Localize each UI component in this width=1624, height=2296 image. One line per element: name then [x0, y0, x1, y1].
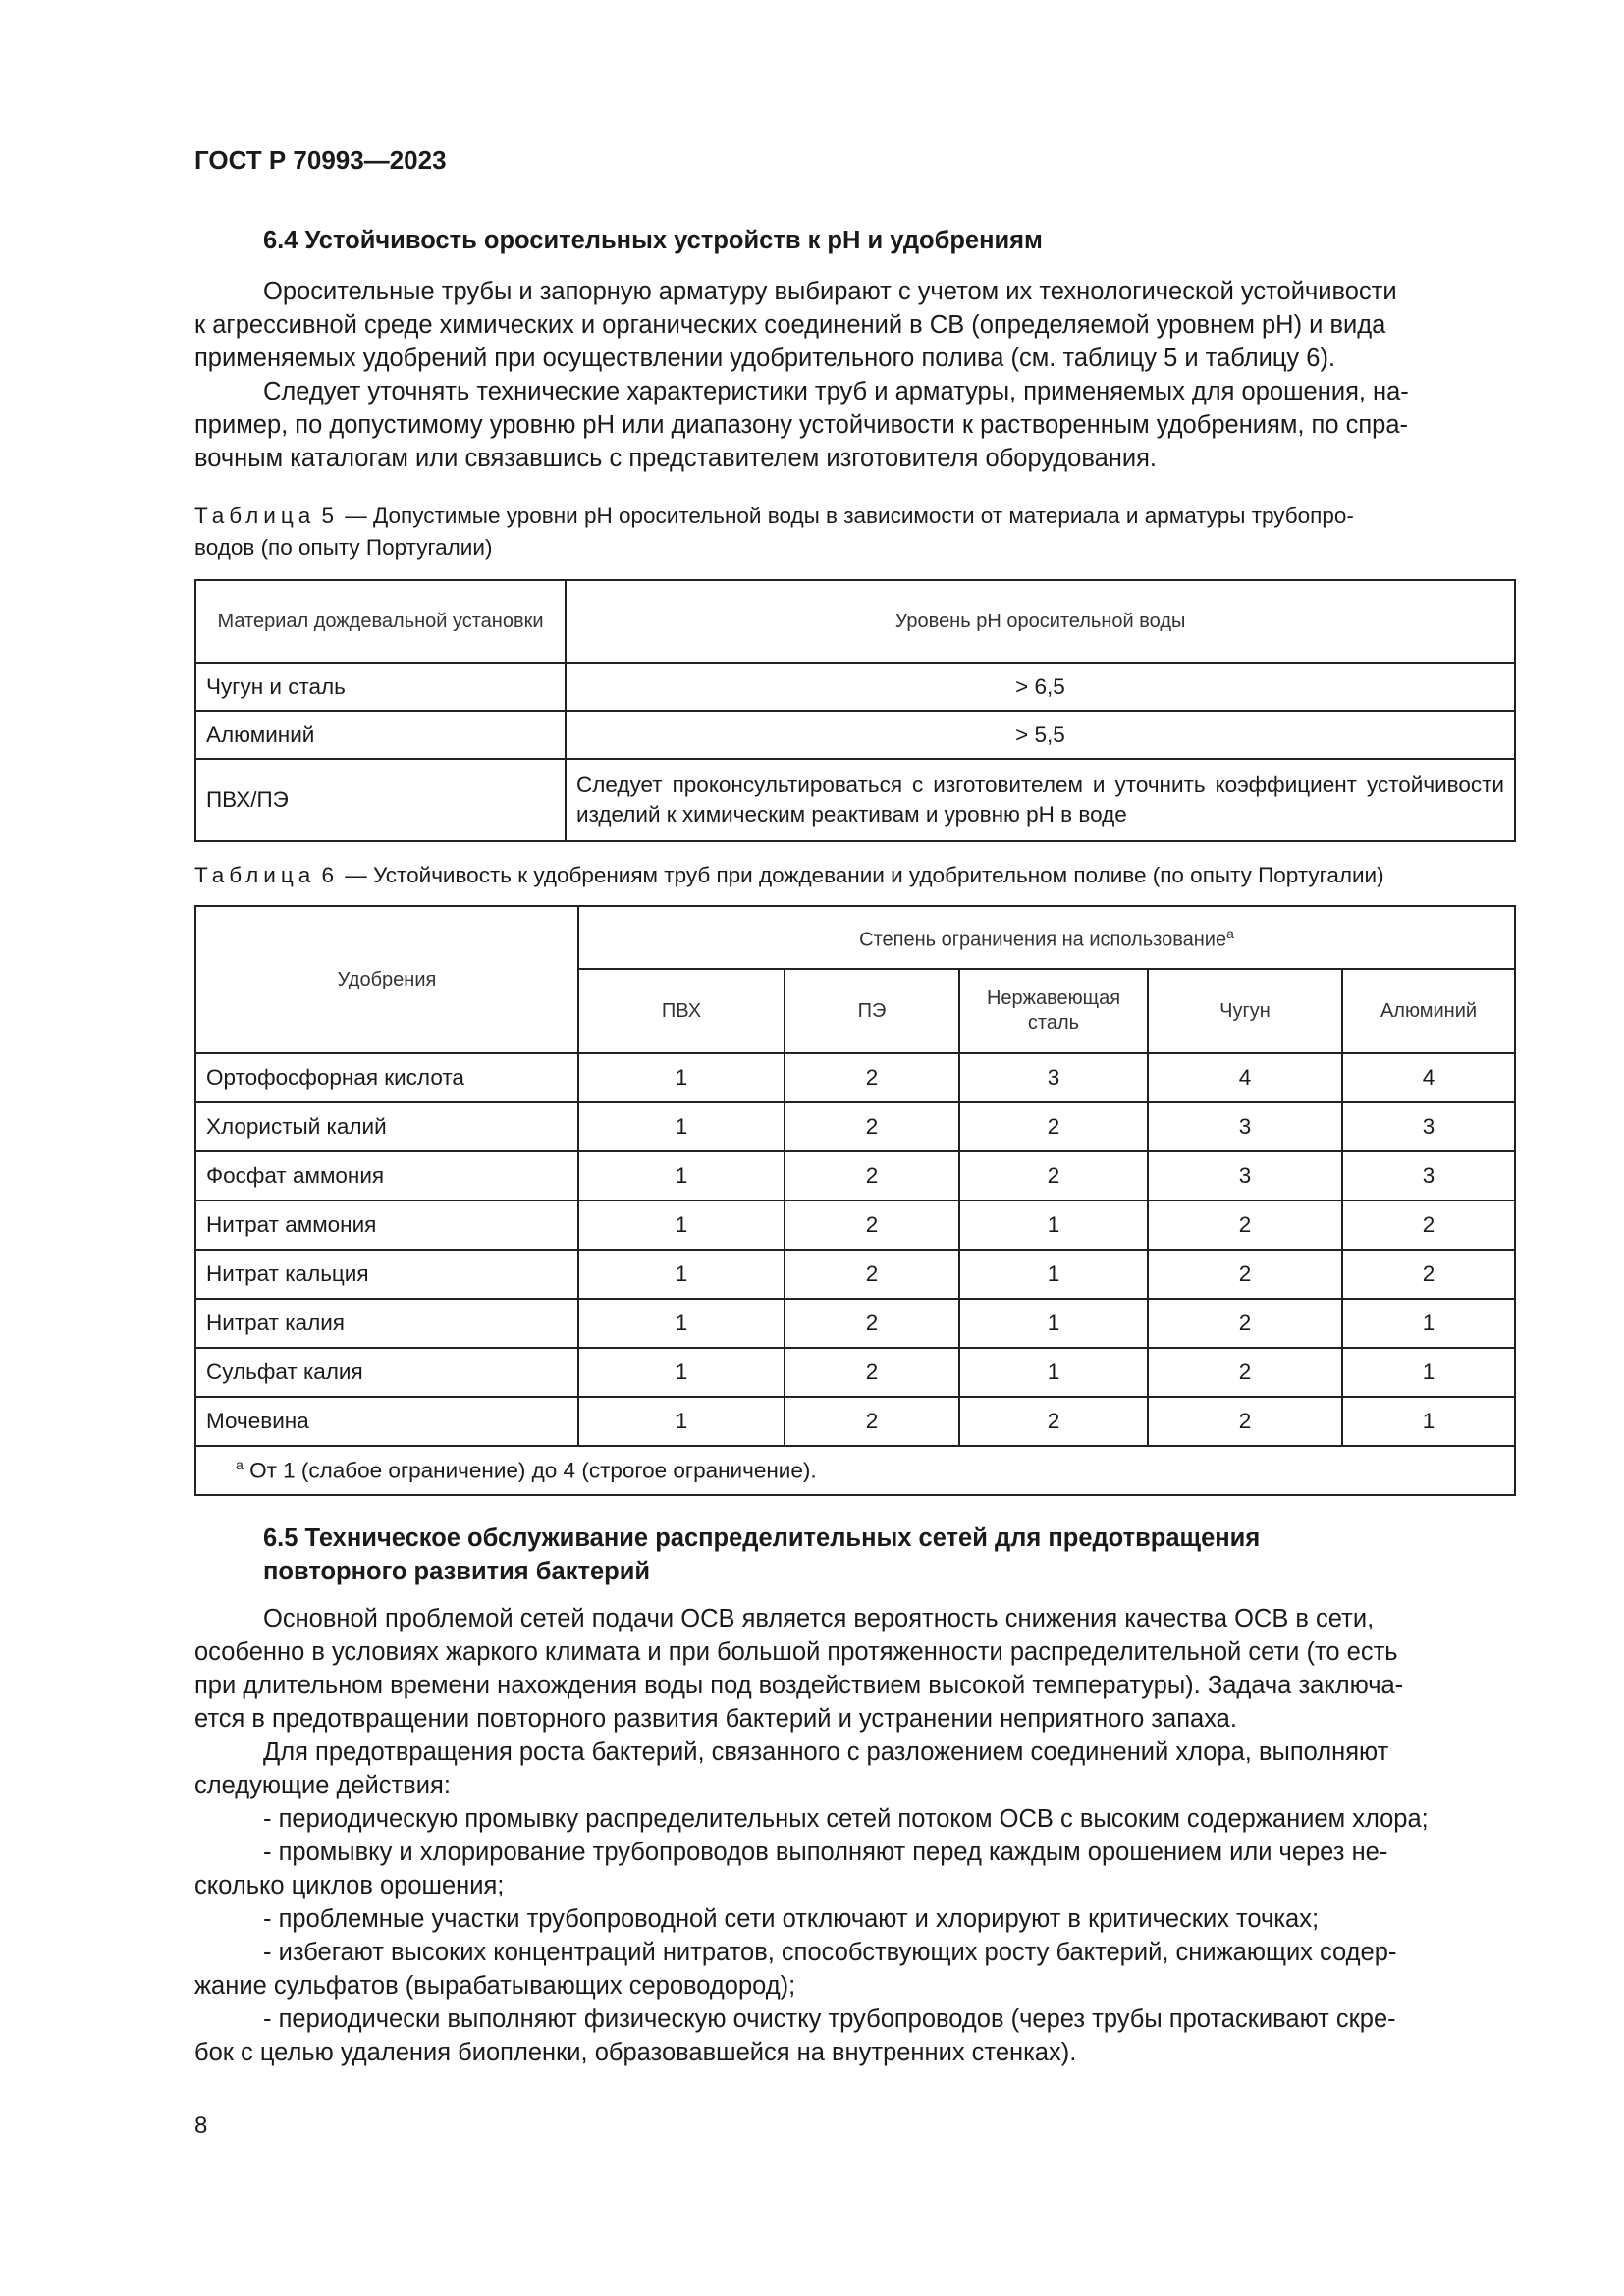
- table-cell-value: 2: [959, 1397, 1148, 1446]
- text-line: следующие действия:: [194, 1772, 451, 1799]
- table-cell-value: 1: [959, 1250, 1148, 1299]
- table-cell-fertilizer: Нитрат калия: [195, 1299, 578, 1348]
- list-item: [194, 1936, 1516, 2002]
- table-6-col-header: Чугун: [1148, 969, 1342, 1053]
- section-6-5-paragraph-2: [194, 1735, 1516, 1802]
- table-cell-value: 2: [1148, 1201, 1342, 1250]
- table-cell-fertilizer: Фосфат аммония: [195, 1151, 578, 1201]
- table-6-col-header: ПЭ: [785, 969, 959, 1053]
- list-item: [194, 1836, 1516, 1902]
- table-cell-value: 1: [959, 1201, 1148, 1250]
- table-cell-value: 3: [1342, 1151, 1515, 1201]
- table-cell-value: 1: [1342, 1348, 1515, 1397]
- table-cell-value: 1: [578, 1053, 785, 1102]
- section-6-4-paragraph-1: [194, 275, 1516, 375]
- table-6-body: [195, 1053, 1515, 1446]
- table-cell-value: 2: [785, 1299, 959, 1348]
- table-6-caption-word: Таблица: [194, 863, 316, 887]
- text-line: вочным каталогам или связавшись с представителем изготовителя оборудования.: [194, 445, 1158, 472]
- text-line: применяемых удобрений при осуществлении удобрительного полива (см. таблицу 5 и таблицу 6).: [194, 345, 1336, 372]
- table-cell-value: 2: [1148, 1348, 1342, 1397]
- text-line: пример, по допустимому уровню рН или диапазону устойчивости к растворенным удобрениям, по спра-: [194, 411, 1409, 439]
- table-cell-value: 2: [1148, 1250, 1342, 1299]
- text-line: к агрессивной среде химических и органических соединений в СВ (определяемой уровнем рН) и вида: [194, 311, 1386, 339]
- table-cell-value: 2: [1148, 1397, 1342, 1446]
- group-header-text: Степень ограничения на использование: [859, 929, 1227, 951]
- table-6-footnote: [195, 1446, 1515, 1495]
- document-header: ГОСТ Р 70993—2023: [194, 145, 447, 175]
- page-number: 8: [194, 2112, 208, 2139]
- table-5-caption: [194, 501, 1516, 563]
- table-cell-value: 1: [1342, 1397, 1515, 1446]
- table-cell-value: 4: [1148, 1053, 1342, 1102]
- table-cell-value: 1: [578, 1102, 785, 1151]
- section-6-4-paragraph-2: [194, 375, 1516, 475]
- table-cell-material: ПВХ/ПЭ: [195, 759, 566, 841]
- table-5-col-ph-header: Уровень рН оросительной воды: [566, 580, 1515, 663]
- table-cell-value: 1: [578, 1348, 785, 1397]
- table-cell-value: 1: [959, 1348, 1148, 1397]
- table-cell-value: 2: [959, 1102, 1148, 1151]
- footnote-mark: а: [236, 1457, 244, 1473]
- table-cell-value: 1: [578, 1299, 785, 1348]
- text-line: Оросительные трубы и запорную арматуру выбирают с учетом их технологической устойчивости: [263, 278, 1397, 305]
- table-cell-value: 2: [785, 1397, 959, 1446]
- table-cell-value: 2: [785, 1151, 959, 1201]
- table-5-caption-line-2: водов (по опыту Португалии): [194, 535, 493, 560]
- table-row: [195, 1102, 1515, 1151]
- table-cell-fertilizer: Сульфат калия: [195, 1348, 578, 1397]
- table-cell-value: 2: [1148, 1299, 1342, 1348]
- table-6: [194, 905, 1516, 1496]
- text-line: бок с целью удаления биопленки, образовавшейся на внутренних стенках).: [194, 2039, 1077, 2066]
- table-cell-value: 3: [959, 1053, 1148, 1102]
- text-line: ется в предотвращении повторного развития бактерий и устранении неприятного запаха.: [194, 1705, 1237, 1733]
- table-cell-ph: > 5,5: [566, 711, 1515, 759]
- table-5-caption-number: 5: [321, 504, 340, 528]
- table-cell-value: 1: [959, 1299, 1148, 1348]
- text-line: жание сульфатов (вырабатывающих сероводород);: [194, 1972, 796, 2000]
- list-item: [194, 2002, 1516, 2069]
- table-cell-value: 3: [1342, 1102, 1515, 1151]
- table-6-footnote-row: [195, 1446, 1515, 1495]
- table-6-col-header: Нержавеющая сталь: [959, 969, 1148, 1053]
- table-5-caption-text: — Допустимые уровни рН оросительной воды в зависимости от материала и арматуры трубопро-: [339, 504, 1354, 528]
- text-line: сколько циклов орошения;: [194, 1872, 505, 1899]
- text-line: - промывку и хлорирование трубопроводов выполняют перед каждым орошением или через не-: [263, 1839, 1388, 1866]
- table-cell-value: 2: [785, 1053, 959, 1102]
- table-cell-fertilizer: Хлористый калий: [195, 1102, 578, 1151]
- table-cell-fertilizer: Нитрат кальция: [195, 1250, 578, 1299]
- table-row: [195, 1397, 1515, 1446]
- table-row: [195, 1151, 1515, 1201]
- table-row: [195, 711, 1515, 759]
- table-cell-ph: Следует проконсультироваться с изготовителем и уточнить коэффициент устойчивости изделий к химическим реактивам и уровню рН в воде: [566, 759, 1515, 841]
- table-header-row: [195, 906, 1515, 969]
- table-cell-value: 4: [1342, 1053, 1515, 1102]
- table-cell-value: 1: [578, 1397, 785, 1446]
- text-line: Основной проблемой сетей подачи ОСВ является вероятность снижения качества ОСВ в сети,: [263, 1605, 1375, 1632]
- section-6-5-title-line: 6.5 Техническое обслуживание распределительных сетей для предотвращения: [263, 1524, 1261, 1552]
- table-6-col-header: Алюминий: [1342, 969, 1515, 1053]
- list-item: [194, 1802, 1516, 1836]
- text-line: Следует уточнять технические характеристики труб и арматуры, применяемых для орошения, на-: [263, 378, 1409, 405]
- text-line: Для предотвращения роста бактерий, связанного с разложением соединений хлора, выполняют: [263, 1738, 1389, 1766]
- text-line: особенно в условиях жаркого климата и при большой протяженности распределительной сети (то есть: [194, 1638, 1398, 1666]
- table-cell-value: 1: [1342, 1299, 1515, 1348]
- table-6-caption: [194, 860, 1516, 891]
- table-row: [195, 1250, 1515, 1299]
- table-cell-ph: > 6,5: [566, 663, 1515, 711]
- list-item: [194, 1902, 1516, 1936]
- table-5-col-material-header: Материал дождевальной установки: [195, 580, 566, 663]
- text-line: - периодически выполняют физическую очистку трубопроводов (через трубы протаскивают скре-: [263, 2005, 1396, 2033]
- table-6-group-header: [578, 906, 1515, 969]
- table-row: [195, 1299, 1515, 1348]
- text-line: при длительном времени нахождения воды под воздействием высокой температуры). Задача заключа-: [194, 1672, 1404, 1699]
- table-cell-value: 3: [1148, 1102, 1342, 1151]
- table-5: [194, 579, 1516, 842]
- text-line: - проблемные участки трубопроводной сети отключают и хлорируют в критических точках;: [263, 1905, 1320, 1933]
- table-cell-fertilizer: Нитрат аммония: [195, 1201, 578, 1250]
- table-6-col-header: ПВХ: [578, 969, 785, 1053]
- table-header-row: [195, 580, 1515, 663]
- table-cell-value: 2: [1342, 1201, 1515, 1250]
- table-cell-value: 2: [785, 1102, 959, 1151]
- table-row: [195, 1348, 1515, 1397]
- text-line: - периодическую промывку распределительных сетей потоком ОСВ с высоким содержанием хлора;: [263, 1805, 1429, 1833]
- table-cell-value: 2: [785, 1348, 959, 1397]
- section-6-5-title: [263, 1522, 1260, 1588]
- table-cell-fertilizer: Ортофосфорная кислота: [195, 1053, 578, 1102]
- table-cell-material: Чугун и сталь: [195, 663, 566, 711]
- table-cell-value: 2: [1342, 1250, 1515, 1299]
- table-row: [195, 759, 1515, 841]
- section-6-5-paragraph-1: [194, 1602, 1516, 1735]
- section-6-5-title-line: повторного развития бактерий: [263, 1558, 651, 1585]
- text-line: - избегают высоких концентраций нитратов, способствующих росту бактерий, снижающих содер-: [263, 1939, 1397, 1966]
- footnote-mark: а: [1226, 926, 1234, 942]
- table-cell-material: Алюминий: [195, 711, 566, 759]
- footnote-text: От 1 (слабое ограничение) до 4 (строгое ограничение).: [249, 1458, 817, 1483]
- table-cell-value: 1: [578, 1201, 785, 1250]
- table-6-caption-text: — Устойчивость к удобрениям труб при дождевании и удобрительном поливе (по опыту Португалии): [339, 863, 1384, 887]
- table-cell-value: 1: [578, 1250, 785, 1299]
- section-6-5-action-list: [194, 1802, 1516, 2069]
- table-cell-fertilizer: Мочевина: [195, 1397, 578, 1446]
- table-row: [195, 663, 1515, 711]
- table-cell-value: 1: [578, 1151, 785, 1201]
- table-6-caption-number: 6: [321, 863, 340, 887]
- table-row: [195, 1053, 1515, 1102]
- section-6-4-title: 6.4 Устойчивость оросительных устройств к рН и удобрениям: [263, 227, 1043, 254]
- table-cell-value: 3: [1148, 1151, 1342, 1201]
- table-5-caption-word: Таблица: [194, 504, 316, 528]
- table-cell-value: 2: [959, 1151, 1148, 1201]
- table-cell-value: 2: [785, 1201, 959, 1250]
- table-cell-value: 2: [785, 1250, 959, 1299]
- table-6-row-header: Удобрения: [195, 906, 578, 1053]
- table-row: [195, 1201, 1515, 1250]
